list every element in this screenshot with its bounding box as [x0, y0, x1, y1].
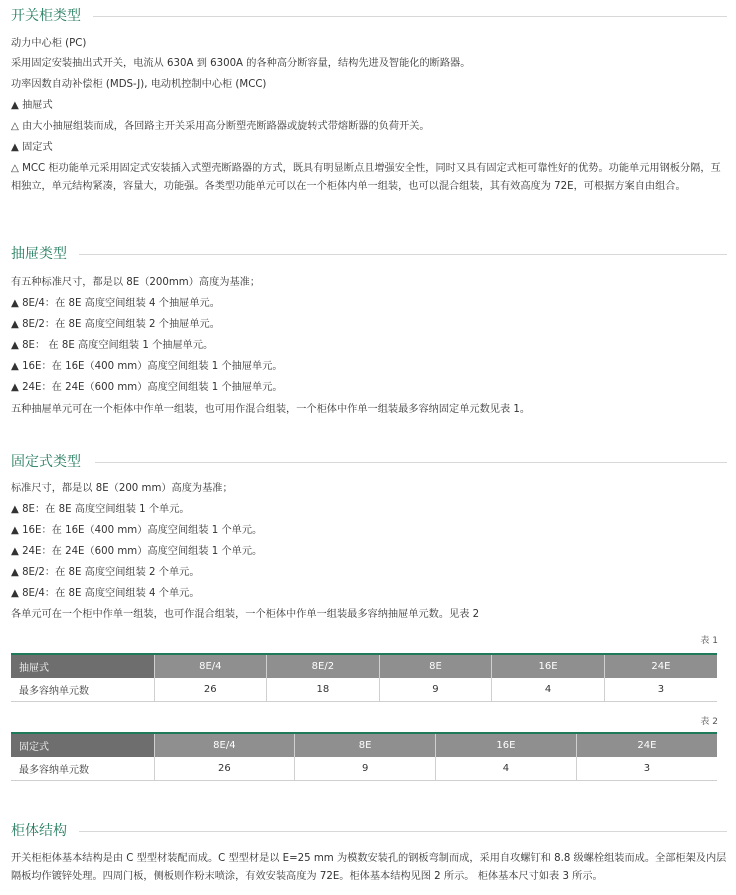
table-caption: 表 2 — [700, 717, 718, 727]
paragraph: 动力中心柜 (PC) — [11, 38, 87, 49]
paragraph: 各单元可在一个柜中作单一组装，也可作混合组装，一个柜体中作单一组装最多容纳抽屉单元数。见表 2 — [11, 609, 480, 620]
table-header-row — [11, 733, 717, 757]
bullet-item: ▲ 24E：在 24E（600 mm）高度空间组装 1 个抽屉单元。 — [11, 382, 283, 393]
table-cell: 18 — [267, 678, 380, 702]
table-caption: 表 1 — [700, 636, 718, 646]
section-divider — [95, 462, 727, 463]
bullet-item: ▲ 8E/2：在 8E 高度空间组装 2 个单元。 — [11, 567, 200, 578]
section-header-switchgear-types — [11, 5, 727, 27]
bullet-item: ▲ 16E：在 16E（400 mm）高度空间组装 1 个抽屉单元。 — [11, 361, 283, 372]
table-fixed-capacity — [11, 732, 717, 781]
table-header-cell: 8E — [379, 654, 492, 678]
table-cell: 4 — [436, 757, 577, 781]
paragraph: 采用固定安装抽出式开关，电流从 630A 到 6300A 的各种高分断容量，结构先进及智能化的断路器。 — [11, 58, 471, 69]
table-header-cell: 抽屉式 — [11, 654, 154, 678]
table-drawer-capacity — [11, 653, 717, 702]
bullet-item: ▲ 24E：在 24E（600 mm）高度空间组装 1 个单元。 — [11, 546, 263, 557]
paragraph: 功率因数自动补偿柜 (MDS-J), 电动机控制中心柜 (MCC) — [11, 79, 267, 90]
section-header-cabinet-structure — [11, 820, 727, 842]
section-title: 抽屉类型 — [11, 246, 67, 262]
table-cell: 3 — [604, 678, 717, 702]
table-header-row — [11, 654, 717, 678]
table-cell: 9 — [295, 757, 436, 781]
table-cell: 最多容纳单元数 — [11, 678, 154, 702]
table-cell: 26 — [154, 757, 295, 781]
paragraph: 五种抽屉单元可在一个柜体中作单一组装，也可用作混合组装，一个柜体中作单一组装最多容纳固定单元数见表 1。 — [11, 404, 531, 415]
section-header-fixed-types — [11, 451, 727, 473]
table-cell: 9 — [379, 678, 492, 702]
table-cell: 最多容纳单元数 — [11, 757, 154, 781]
table-header-cell: 16E — [492, 654, 605, 678]
table-header-cell: 8E — [295, 733, 436, 757]
table-row — [11, 757, 717, 781]
bullet-item: ▲ 8E：在 8E 高度空间组装 1 个单元。 — [11, 504, 190, 515]
table-cell: 3 — [576, 757, 717, 781]
paragraph: 标准尺寸，都是以 8E（200 mm）高度为基准； — [11, 483, 233, 494]
table-cell: 26 — [154, 678, 267, 702]
table-header-cell: 24E — [576, 733, 717, 757]
bullet-item: ▲ 16E：在 16E（400 mm）高度空间组装 1 个单元。 — [11, 525, 263, 536]
bullet-item: ▲ 8E： 在 8E 高度空间组装 1 个抽屉单元。 — [11, 340, 214, 351]
paragraph: △ MCC 柜功能单元采用固定式安装插入式塑壳断路器的方式，既具有明显断点且增强安全性，同时又具有固定式柜可靠性好的优势。功能单元用钢板分隔，互相独立，单元结构紧凑，容量大，功能强。各类型功能单元可以在一个柜体内单一组装，也可以混合组装，其有效高度为 72E，可根据方案自由组合。 — [11, 163, 721, 192]
bullet-item: ▲ 8E/4：在 8E 高度空间组装 4 个单元。 — [11, 588, 200, 599]
section-title: 柜体结构 — [11, 823, 67, 839]
bullet-item: ▲ 8E/2：在 8E 高度空间组装 2 个抽屉单元。 — [11, 319, 220, 330]
table-header-cell: 16E — [436, 733, 577, 757]
bullet-item: ▲ 抽屉式 — [11, 100, 53, 111]
paragraph: △ 由大小抽屉组装而成，各回路主开关采用高分断塑壳断路器或旋转式带熔断器的负荷开关。 — [11, 121, 430, 132]
section-title: 固定式类型 — [11, 454, 81, 470]
paragraph: 有五种标准尺寸，都是以 8E（200mm）高度为基准； — [11, 277, 261, 288]
paragraph: 开关柜柜体基本结构是由 C 型型材装配而成。C 型型材是以 E=25 mm 为模数安装孔的钢板弯制而成，采用自攻螺钉和 8.8 级螺栓组装而成。全部柜架及内层隔板均作镀锌处理。四周门板，侧板则作粉末喷涂，有效安装高度为 72E。柜体基本结构见图 2 所示。 柜体基本尺寸如表 3 所示。 — [11, 853, 727, 882]
table-header-cell: 24E — [604, 654, 717, 678]
bullet-item: ▲ 固定式 — [11, 142, 53, 153]
table-header-cell: 8E/2 — [267, 654, 380, 678]
section-header-drawer-types — [11, 243, 727, 265]
table-header-cell: 8E/4 — [154, 654, 267, 678]
section-divider — [93, 16, 727, 17]
section-divider — [79, 254, 727, 255]
section-divider — [79, 831, 727, 832]
bullet-item: ▲ 8E/4：在 8E 高度空间组装 4 个抽屉单元。 — [11, 298, 220, 309]
section-title: 开关柜类型 — [11, 8, 81, 24]
table-cell: 4 — [492, 678, 605, 702]
table-header-cell: 固定式 — [11, 733, 154, 757]
table-row — [11, 678, 717, 702]
table-header-cell: 8E/4 — [154, 733, 295, 757]
